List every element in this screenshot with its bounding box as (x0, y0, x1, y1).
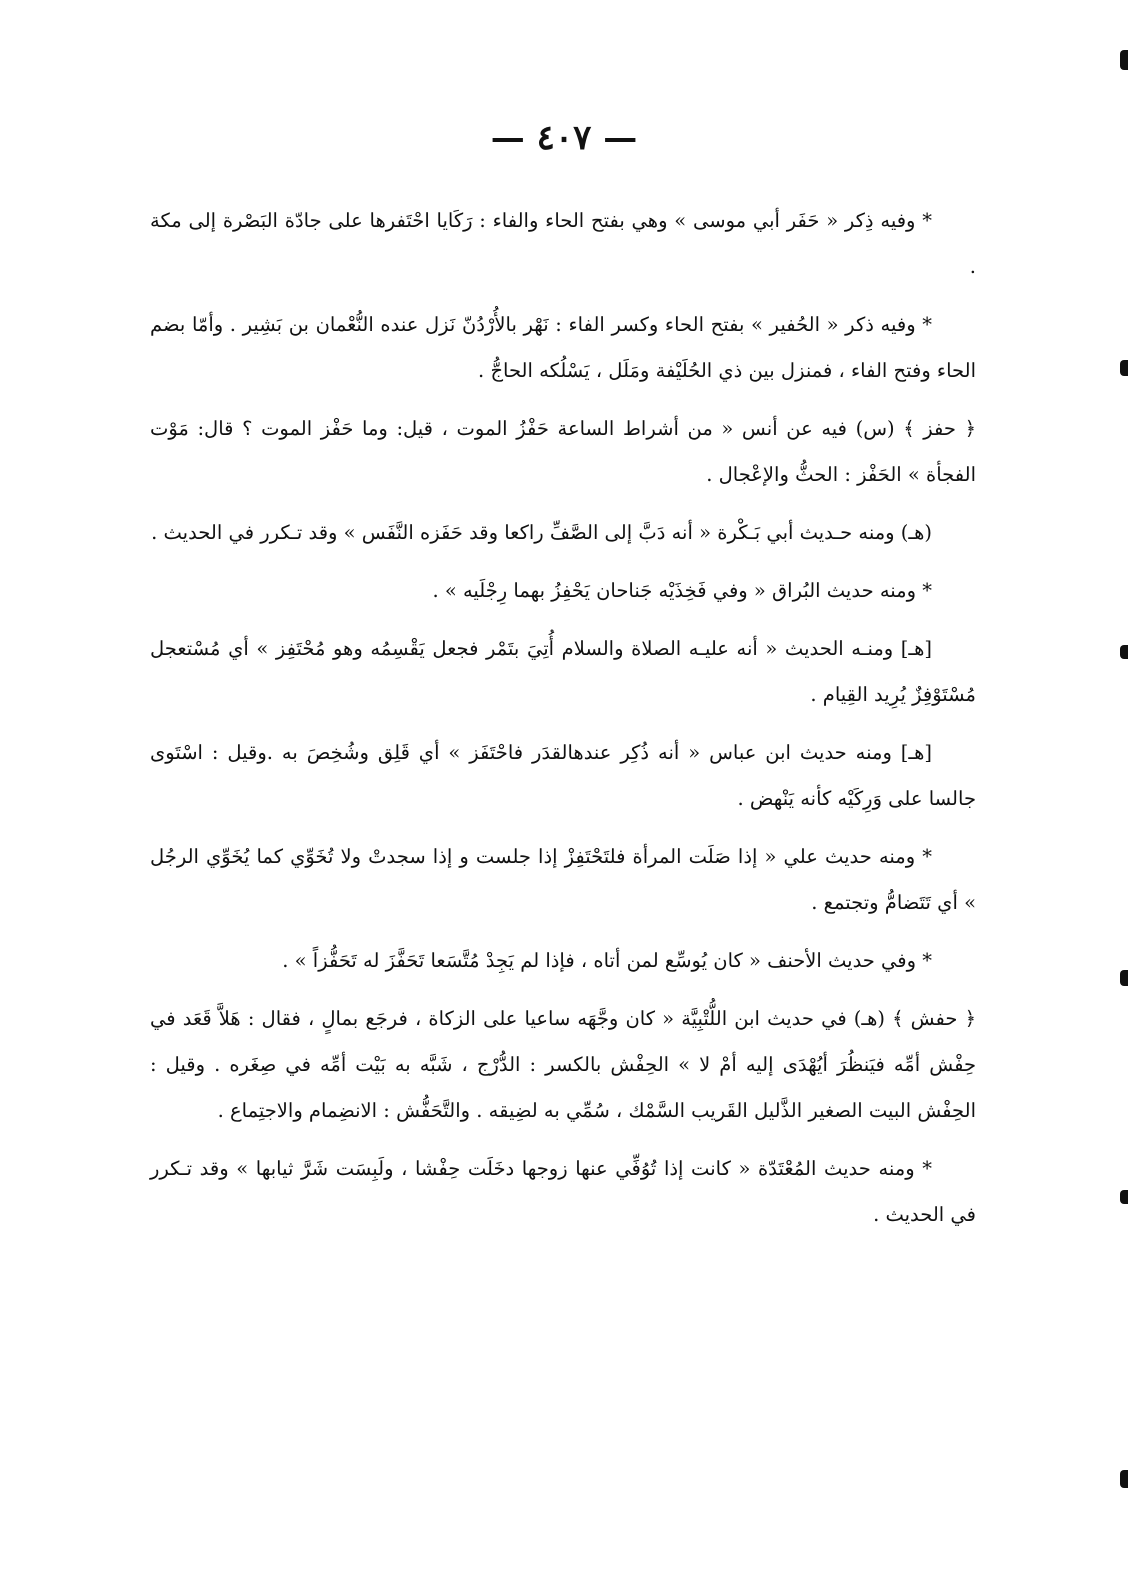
entry-paragraph: * ومنه حديث المُعْتَدّة « كانت إذا تُوُفِّي عنها زوجها دخَلَت حِفْشا ، ولَبِسَت شَرَّ ثيابها » وقد تـكرر في الحديث . (150, 1157, 976, 1226)
entry-paragraph: [هـ] ومنـه الحديث « أنه عليـه الصلاة والسلام أُتِيَ بتَمْر فجعل يَقْسِمُه وهو مُحْتَفِز » أي مُسْتعجل مُسْتَوْفِزٌ يُرِيد القِيام . (150, 637, 976, 706)
entry-paragraph: * ومنه حديث البُراق « وفي فَخِذَيْه جَناحان يَحْفِزُ بهما رِجْلَيه » . (432, 579, 932, 602)
scan-edge-mark (1120, 645, 1128, 659)
entry-paragraph: * وفي حديث الأحنف « كان يُوسِّع لمن أتاه ، فإذا لم يَجِدْ مُتَّسَعا تَحَفَّزَ له تَحَفُّزاً » . (282, 949, 932, 972)
scan-edge-mark (1120, 1470, 1128, 1488)
text-column (150, 198, 976, 1250)
scan-edge-mark (1120, 970, 1128, 986)
entry-paragraph: [هـ] ومنه حديث ابن عباس « أنه ذُكِر عندهالقدَر فاحْتَفَز » أي قَلِق وشُخِصَ به .وقيل : اسْتَوى جالسا على وَرِكَيْه كأنه يَنْهض . (150, 741, 976, 810)
entry-paragraph: * وفيه ذِكر « حَفَر أبي موسى » وهي بفتح الحاء والفاء : رَكَايا احْتَفرها على جادّة البَصْرة إلى مكة . (150, 209, 976, 278)
entry-paragraph: * ومنه حديث علي « إذا صَلَت المرأة فلتَحْتَفِزْ إذا جلست و إذا سجدتْ ولا تُخَوِّي كما يُخَوِّي الرجُل » أي تَتَضامُّ وتجتمع . (150, 845, 976, 914)
entry-paragraph: ﴿ حفز ﴾ (س) فيه عن أنس « من أشراط الساعة حَفْزُ الموت ، قيل: وما حَفْز الموت ؟ قال: مَوْت الفجأة » الحَفْز : الحثُّ والإعْجال . (150, 417, 976, 486)
entry-paragraph: * وفيه ذكر « الحُفير » بفتح الحاء وكسر الفاء : نَهْر بالأُرْدُنّ نَزل عنده النُّعْمان بن بَشِير . وأمّا بضم الحاء وفتح الفاء ، فمنزل بين ذي الحُلَيْفة ومَلَل ، يَسْلُكه الحاجُّ . (150, 313, 976, 382)
scan-edge-mark (1120, 50, 1128, 70)
page-number: — ٤٠٧ — (490, 118, 638, 158)
entry-paragraph: ﴿ حفش ﴾ (هـ) في حديث ابن اللُّتْبِيَّة « كان وجَّهَه ساعيا على الزكاة ، فرجَع بمالٍ ، فقال : هَلاَّ قَعَد في حِفْش أمِّه فيَنظُرَ أيُهْدَى إليه أمْ لا » الحِفْش بالكسر : الدُّرْج ، شَبَّه به بَيْت أمِّه في صِغَره . وقيل : الحِفْش البيت الصغير الذَّليل القَريب السَّمْك ، سُمِّي به لضِيقه . والتَّحَفُّش : الانضِمام والاجتِماع . (150, 1007, 976, 1122)
scan-edge-mark (1120, 1190, 1128, 1204)
entry-paragraph: (هـ) ومنه حـديث أبي بَـكْرة « أنه دَبَّ إلى الصَّفِّ راكعا وقد حَفَزه النَّفَس » وقد تـكرر في الحديث . (151, 521, 932, 544)
scan-edge-mark (1120, 360, 1128, 376)
